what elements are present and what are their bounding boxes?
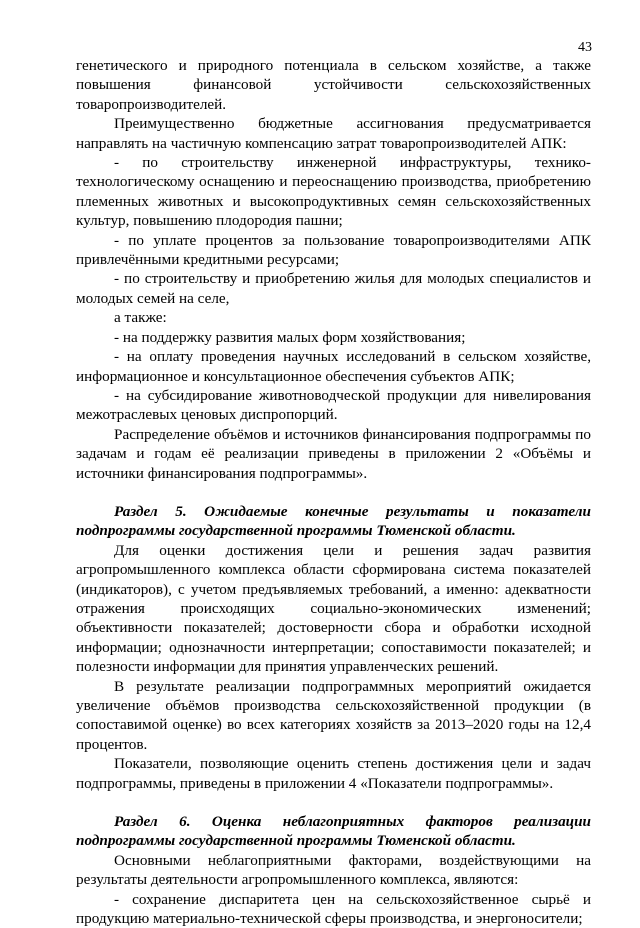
paragraph: а также:	[114, 309, 167, 327]
list-item: - по строительству инженерной инфраструктуры, технико-технологическому оснащению и переоснащению производства, приобретению племенных животных и высокопродуктивных семян сельскохозяйственных культур, повышению плодородия пашни;	[76, 154, 591, 230]
list-item: - на поддержку развития малых форм хозяйствования;	[114, 328, 466, 346]
list-item: - на субсидирование животноводческой продукции для нивелирования межотраслевых ценовых диспропорций.	[76, 386, 591, 424]
paragraph: В результате реализации подпрограммных мероприятий ожидается увеличение объёмов производства сельскохозяйственной продукции (в сопоставимой оценке) во всех категориях хозяйств за 2013–2020 годы на 12,4 процентов.	[76, 677, 591, 753]
list-item: - на оплату проведения научных исследований в сельском хозяйстве, информационное и консультационное обеспечения субъектов АПК;	[76, 348, 591, 385]
list-item: - по уплате процентов за пользование товаропроизводителями АПК привлечёнными кредитными ресурсами;	[76, 231, 591, 269]
section-6-heading: Раздел 6. Оценка неблагоприятных факторов реализации подпрограммы государственной программы Тюменской области.	[76, 813, 591, 850]
section-5-heading: Раздел 5. Ожидаемые конечные результаты и показатели подпрограммы государственной программы Тюменской области.	[76, 502, 591, 540]
page-content	[76, 56, 591, 928]
paragraph: генетического и природного потенциала в сельском хозяйстве, а также повышения финансовой устойчивости сельскохозяйственных товаропроизводителей.	[76, 57, 591, 113]
paragraph: Преимущественно бюджетные ассигнования предусматривается направлять на частичную компенсацию затрат товаропроизводителей АПК:	[76, 115, 591, 152]
paragraph: Для оценки достижения цели и решения задач развития агропромышленного комплекса области сформирована система показателей (индикаторов), с учетом предъявляемых требований, а именно: адекватности отражения происходящих социально-экономических изменений; объективности показателей; достоверности сбора и обработки исходной информации; однозначности интерпретации; сопоставимости показателей; и полезности информации для принятия управленческих решений.	[76, 541, 591, 676]
page-number: 43	[578, 40, 592, 55]
paragraph: Распределение объёмов и источников финансирования подпрограммы по задачам и годам её реализации приведены в приложении 2 «Объёмы и источники финансирования подпрограммы».	[76, 425, 591, 482]
list-item: - сохранение диспаритета цен на сельскохозяйственное сырьё и продукцию материально-технической сферы производства, и энергоносители;	[76, 890, 591, 928]
list-item: - по строительству и приобретению жилья для молодых специалистов и молодых семей на селе,	[76, 270, 591, 307]
paragraph: Основными неблагоприятными факторами, воздействующими на результаты деятельности агропромышленного комплекса, являются:	[76, 851, 591, 889]
paragraph: Показатели, позволяющие оценить степень достижения цели и задач подпрограммы, приведены в приложении 4 «Показатели подпрограммы».	[76, 755, 591, 792]
